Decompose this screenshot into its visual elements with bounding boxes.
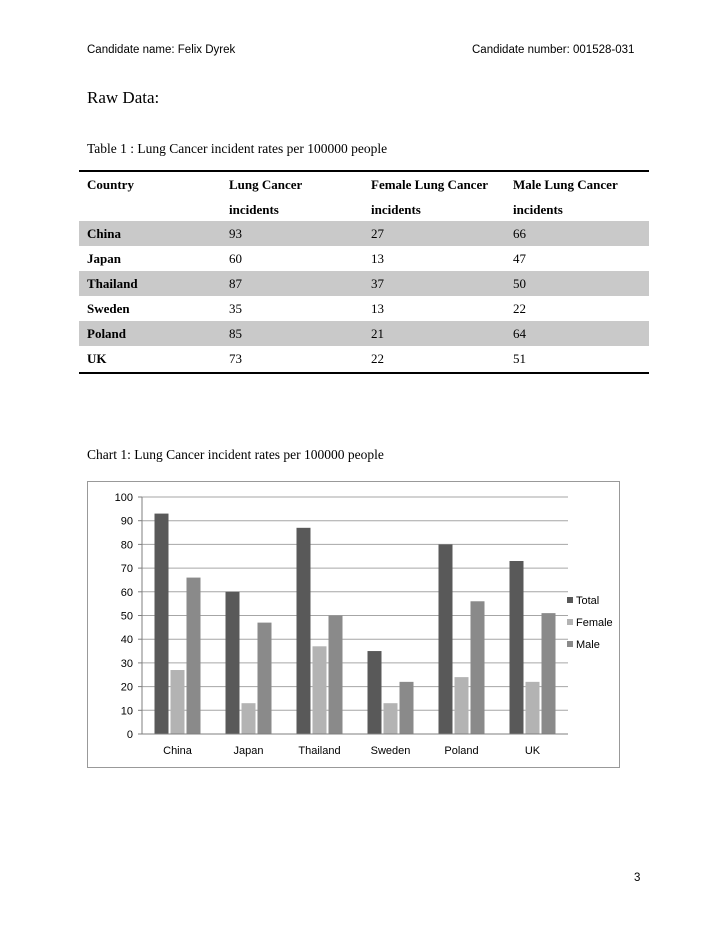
cell-total: 85 (229, 325, 242, 341)
cell-country: UK (87, 350, 107, 366)
table-row-thailand (79, 271, 649, 296)
cell-total: 35 (229, 300, 242, 316)
page-number: 3 (634, 872, 641, 884)
candidate-number: Candidate number: 001528-031 (472, 44, 635, 56)
y-tick-label: 10 (120, 705, 133, 718)
y-tick-label: 50 (120, 610, 133, 623)
cell-female: 13 (371, 250, 384, 266)
table-caption: Table 1 : Lung Cancer incident rates per 100000 people (87, 141, 388, 156)
cell-total: 60 (229, 250, 242, 266)
header-lung-cancer-line1: Lung Cancer (229, 177, 303, 192)
table-row-sweden (79, 296, 649, 321)
y-tick-label: 90 (120, 515, 133, 528)
bar-female-poland (455, 677, 469, 734)
bar-male-china (187, 578, 201, 734)
legend-swatch-female (567, 619, 573, 625)
header-female-line2: incidents (371, 202, 421, 217)
cell-total: 93 (229, 225, 242, 241)
bar-male-sweden (400, 682, 414, 734)
cell-female: 27 (371, 225, 384, 241)
cell-female: 21 (371, 325, 384, 341)
legend-swatch-male (567, 641, 573, 647)
bar-total-china (155, 514, 169, 734)
cell-female: 13 (371, 300, 384, 316)
bar-female-japan (242, 703, 256, 734)
bar-male-uk (542, 613, 556, 734)
cell-male: 47 (513, 250, 526, 266)
bar-chart (88, 482, 619, 767)
candidate-name: Candidate name: Felix Dyrek (87, 44, 236, 56)
y-tick-label: 20 (120, 681, 133, 694)
bar-total-thailand (297, 528, 311, 734)
header-lung-cancer (221, 172, 363, 220)
table-bottom-rule (79, 372, 649, 374)
header-country-label: Country (87, 177, 134, 192)
bar-total-japan (226, 592, 240, 734)
header-lung-cancer-line2: incidents (229, 202, 279, 217)
legend-label-female: Female (576, 617, 613, 629)
bar-total-uk (510, 561, 524, 734)
header-country (79, 172, 221, 220)
cell-country: China (87, 225, 121, 241)
cell-country: Sweden (87, 300, 130, 316)
bar-male-thailand (329, 616, 343, 735)
bar-female-uk (526, 682, 540, 734)
header-female-line1: Female Lung Cancer (371, 177, 488, 192)
cell-total: 87 (229, 275, 242, 291)
bar-female-china (171, 670, 185, 734)
header-female (363, 172, 505, 220)
cell-female: 22 (371, 350, 384, 366)
cell-country: Poland (87, 325, 127, 341)
cell-male: 22 (513, 300, 526, 316)
y-tick-label: 80 (120, 539, 133, 552)
cell-male: 50 (513, 275, 526, 291)
y-tick-label: 0 (126, 729, 133, 741)
cell-country: Japan (87, 250, 121, 266)
cell-total: 73 (229, 350, 242, 366)
chart-caption: Chart 1: Lung Cancer incident rates per 100000 people (87, 447, 384, 462)
bar-female-thailand (313, 646, 327, 734)
legend-label-male: Male (576, 639, 600, 651)
cell-male: 66 (513, 225, 526, 241)
header-male-line2: incidents (513, 202, 563, 217)
cell-female: 37 (371, 275, 384, 291)
table-row-japan (79, 246, 649, 271)
x-tick-label: UK (524, 745, 541, 757)
x-tick-label: China (163, 745, 192, 757)
chart-frame (87, 481, 620, 768)
y-tick-label: 100 (114, 492, 133, 504)
header-male (505, 172, 649, 220)
cell-male: 64 (513, 325, 526, 341)
bar-female-sweden (384, 703, 398, 734)
y-tick-label: 60 (120, 586, 133, 599)
y-tick-label: 70 (120, 563, 133, 576)
header-male-line1: Male Lung Cancer (513, 177, 618, 192)
section-title: Raw Data: (87, 88, 160, 107)
table-row-poland (79, 321, 649, 346)
cell-country: Thailand (87, 275, 138, 291)
x-tick-label: Thailand (298, 745, 341, 757)
bar-total-sweden (368, 651, 382, 734)
x-tick-label: Japan (233, 745, 264, 757)
bar-total-poland (439, 544, 453, 734)
cell-male: 51 (513, 350, 526, 366)
y-tick-label: 40 (120, 634, 133, 647)
bar-male-poland (471, 601, 485, 734)
table-row-uk (79, 346, 649, 371)
x-tick-label: Poland (444, 745, 479, 757)
y-tick-label: 30 (120, 657, 133, 670)
bar-male-japan (258, 623, 272, 734)
legend-label-total: Total (576, 595, 600, 607)
table-header-row (79, 172, 649, 220)
x-tick-label: Sweden (370, 745, 411, 757)
legend-swatch-total (567, 597, 573, 603)
table-row-china (79, 221, 649, 246)
